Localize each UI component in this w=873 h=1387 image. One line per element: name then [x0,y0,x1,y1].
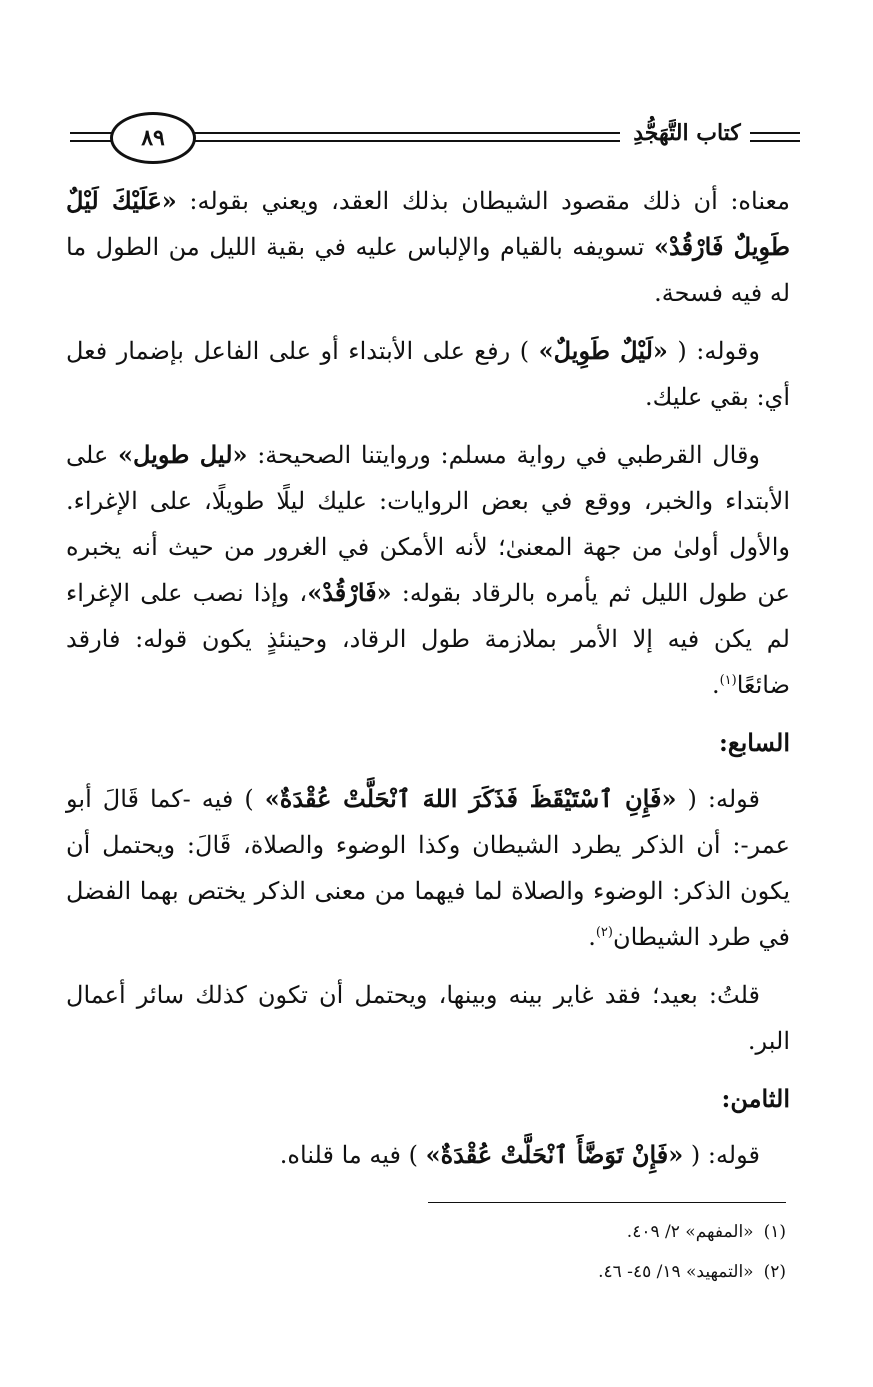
text-run: قوله: ( [676,785,761,813]
text-run: معناه: أن ذلك مقصود الشيطان بذلك العقد، ويعني بقوله: [176,187,790,215]
footnote-number: (٢) [763,1262,786,1282]
paragraph [66,178,790,316]
section-heading: السابع: [718,728,790,757]
header-rule [178,132,620,134]
paragraph [66,1132,790,1178]
footnote-text: «المفهم» ٢/ ٤٠٩. [626,1222,754,1242]
header-rule [750,140,800,142]
hadith-quote: «لَيْلٌ طَوِيلٌ» [538,336,668,365]
footnotes [260,1212,786,1292]
paragraph [66,776,790,960]
text-run: ) رفع على الأبتداء أو على الفاعل بإضمار فعل أي: بقي عليك. [66,337,790,411]
text-run: تسويفه بالقيام والإلباس عليه في بقية الليل من الطول ما له فيه فسحة. [66,233,790,307]
hadith-quote: «فَارْقُدْ» [307,578,392,607]
text-run: قلتُ: بعيد؛ فقد غاير بينه وبينها، ويحتمل أن تكون كذلك سائر أعمال البر. [66,981,790,1055]
text-run: وقوله: ( [667,337,760,365]
header-rule [178,140,620,142]
page-number-oval [110,112,196,164]
paragraph [66,972,790,1064]
footnote-separator [428,1202,786,1203]
footnote-number: (١) [763,1222,786,1242]
running-title: كتاب التَّهَجُّدِ [633,120,741,146]
footnote [260,1212,786,1252]
hadith-quote: «عَلَيْكَ لَيْلٌ طَوِيلٌ فَارْقُدْ» [66,186,791,261]
footnote [260,1252,786,1292]
hadith-quote: «فَإِنِ ٱسْتَيْقَظَ فَذَكَرَ اللهَ ٱنْحَلَّتْ عُقْدَةٌ» [264,784,677,813]
text-run: ) فيه -كما قَالَ أبو عمر-: أن الذكر يطرد الشيطان وكذا الوضوء والصلاة، قَالَ: ويحتمل أن يكون الذكر: الوضوء والصلاة لما فيهما من معنى الذكر يختص بهما الفضل في طرد الشيطان [66,785,791,951]
section-heading: الثامن: [721,1084,790,1113]
hadith-quote: «ليل طويل» [117,440,248,469]
text-run: وقال القرطبي في رواية مسلم: وروايتنا الصحيحة: [247,441,761,469]
footnote-text: «التمهيد» ١٩/ ٤٥- ٤٦. [598,1262,754,1282]
text-run: قوله: ( [683,1141,760,1169]
main-text [66,178,790,1190]
hadith-quote: «فَإِنْ تَوَضَّأَ ٱنْحَلَّتْ عُقْدَةٌ» [425,1140,684,1169]
page-number: ٨٩ [141,125,165,151]
text-run: . [588,923,596,951]
text-run: على الأبتداء والخبر، ووقع في بعض الروايات: عليك ليلًا طويلًا، على الإغراء. والأول أولىٰ من جهة المعنىٰ؛ لأنه الأمكن في الغرور من حيث أنه يخبره عن طول الليل ثم يأمره بالرقاد بقوله: [66,441,791,607]
text-run: ، وإذا نصب على الإغراء لم يكن فيه إلا الأمر بملازمة طول الرقاد، وحينئذٍ يكون قوله: فارقد ضائعًا [66,579,790,699]
paragraph [66,432,790,708]
header-rule [750,132,800,134]
text-run: ) فيه ما قلناه. [279,1141,426,1169]
footnote-ref[interactable]: (٢) [595,925,613,940]
text-run: . [711,671,720,699]
paragraph [66,328,790,420]
footnote-ref[interactable]: (١) [719,673,737,688]
page-header [70,100,800,170]
